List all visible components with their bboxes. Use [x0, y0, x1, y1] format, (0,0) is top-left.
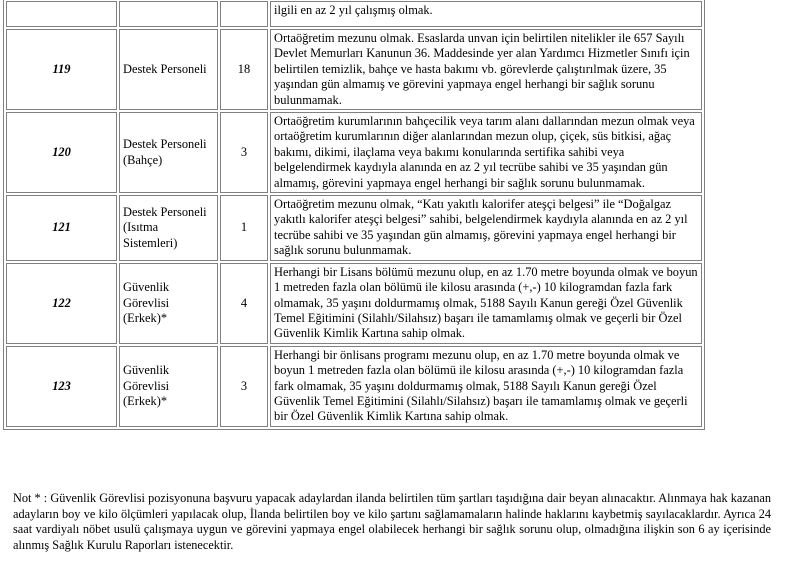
- position-title-cell: Güvenlik Görevlisi (Erkek)*: [119, 346, 218, 427]
- position-title-cell: Destek Personeli (Isıtma Sistemleri): [119, 195, 218, 261]
- position-title-cell: Destek Personeli: [119, 29, 218, 110]
- position-title-cell: Destek Personeli (Bahçe): [119, 112, 218, 193]
- requirement-cell: Ortaöğretim mezunu olmak, “Katı yakıtlı kalorifer ateşçi belgesi” ile “Doğalgaz yakıtlı kalorifer ateşçi belgesi” sahibi, belgelendirmek kaydıyla alanında en az 2 yıl tecrübe sahibi ve 35 yaşından gün almamış, görevini yapmaya engel herhangi bir sağlık sorunu bulunmamak.: [270, 195, 702, 261]
- position-number-cell: 120: [6, 112, 117, 193]
- position-title-cell: [119, 1, 218, 27]
- position-title-cell: Güvenlik Görevlisi (Erkek)*: [119, 263, 218, 344]
- position-number-cell: 119: [6, 29, 117, 110]
- table-row: [6, 346, 702, 427]
- footnote: Not * : Güvenlik Görevlisi pozisyonuna başvuru yapacak adaylardan ilanda belirtilen tüm şartları taşıdığına dair beyan alınacaktır. Alınmaya hak kazanan adayların boy ve kilo ölçümleri yapılacak olup, İlanda belirtilen boy ve kilo şartını sağlamamaların halinde haklarını kaybetmiş sayılacaklardır. Ayrıca 24 saat vardiyalı nöbet usulü çalışmaya uygun ve görevini yapmaya engel olabilecek herhangi bir sağlık sorunu olup, olmadığına ilişkin son 6 ay içerisinde alınmış Sağlık Kurulu Raporları istenecektir.: [13, 491, 771, 552]
- position-number-cell: 123: [6, 346, 117, 427]
- requirement-cell: Ortaöğretim kurumlarının bahçecilik veya tarım alanı dallarından mezun olmak veya ortaöğretim kurumlarının diğer alanlarından mezun olup, çiçek, süs bitkisi, ağaç bakımı, dikimi, ilaçlama veya bakımı konularında sertifika sahibi veya belgelendirmek kaydıyla alanında en az 2 yıl tecrübe sahibi ve 35 yaşından gün almamış, görevini yapmaya engel herhangi bir sağlık sorunu bulunmamak.: [270, 112, 702, 193]
- position-count-cell: 1: [220, 195, 268, 261]
- requirement-cell: Ortaöğretim mezunu olmak. Esaslarda unvan için belirtilen nitelikler ile 657 Sayılı Devlet Memurları Kanunun 36. Maddesinde yer alan Yardımcı Hizmetler Sınıfı için belirtilen temizlik, bahçe ve hasta bakımı vb. görevlerde çalıştırılmak üzere, 35 yaşından gün almamış ve görevini yapmaya engel herhangi bir sağlık sorunu bulunmamak.: [270, 29, 702, 110]
- table-row: [6, 263, 702, 344]
- position-count-cell: 4: [220, 263, 268, 344]
- table-row: [6, 195, 702, 261]
- requirement-cell: ilgili en az 2 yıl çalışmış olmak.: [270, 1, 702, 27]
- requirement-cell: Herhangi bir önlisans programı mezunu olup, en az 1.70 metre boyunda olmak ve boyun 1 metreden fazla olan bölümü ile kilosu arasında (+,-) 10 kilogramdan fazla fark olmamak, 35 yaşını doldurmamış olmak, 5188 Sayılı Kanun gereği Özel Güvenlik Temel Eğitimini (Silahlı/Silahsız) başarı ile tamamlamış olmak ve geçerli bir Özel Güvenlik Kimlik Kartına sahip olmak.: [270, 346, 702, 427]
- position-number-cell: 121: [6, 195, 117, 261]
- position-count-cell: 3: [220, 346, 268, 427]
- table-row: [6, 1, 702, 27]
- table-row: [6, 29, 702, 110]
- position-number-cell: [6, 1, 117, 27]
- position-number-cell: 122: [6, 263, 117, 344]
- requirement-cell: Herhangi bir Lisans bölümü mezunu olup, en az 1.70 metre boyunda olmak ve boyun 1 metreden fazla olan bölümü ile kilosu arasında (+,-) 10 kilogramdan fazla fark olmamak, 35 yaşını doldurmamış olmak, 5188 Sayılı Kanun gereği Özel Güvenlik Temel Eğitimini (Silahlı/Silahsız) başarı ile tamamlamış olmak ve geçerli bir Özel Güvenlik Kimlik Kartına sahip olmak.: [270, 263, 702, 344]
- positions-table: [3, 0, 705, 430]
- position-count-cell: 3: [220, 112, 268, 193]
- position-count-cell: 18: [220, 29, 268, 110]
- table-row: [6, 112, 702, 193]
- position-count-cell: [220, 1, 268, 27]
